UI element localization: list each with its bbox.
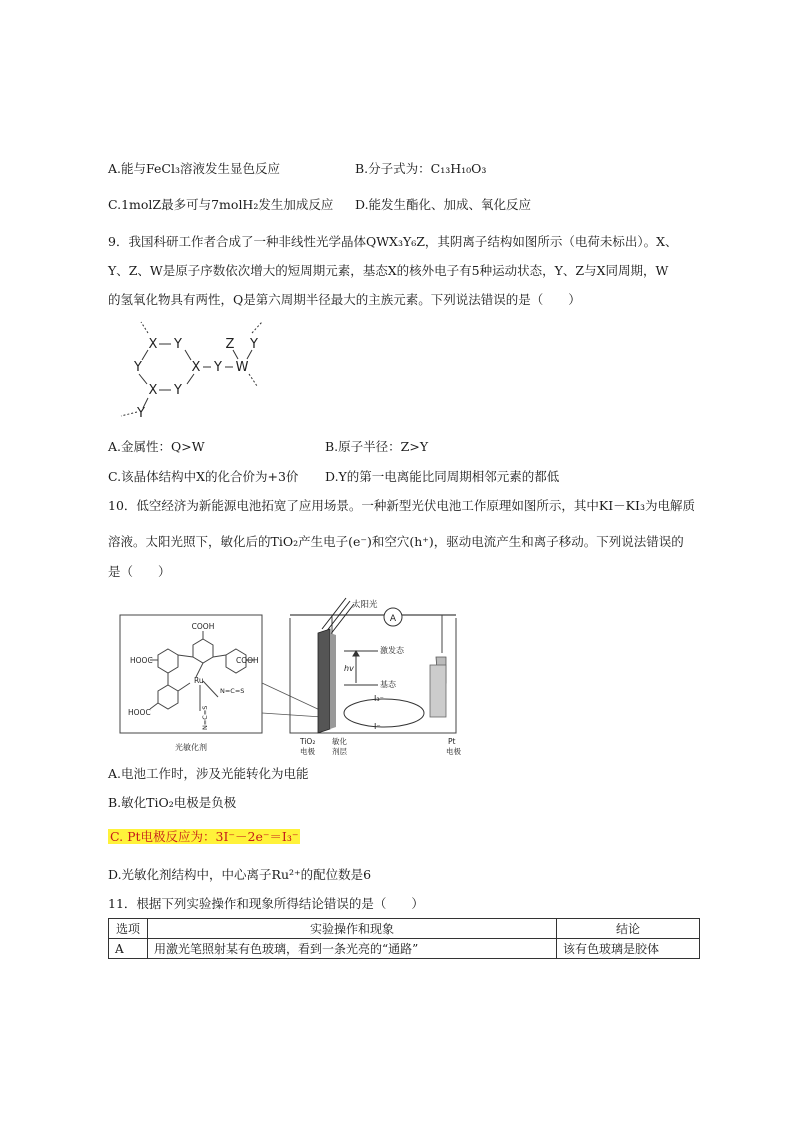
q8-option-b: B.分子式为：C₁₃H₁₀O₃ [355,161,487,176]
q10-option-c: C. Pt电极反应为：3I⁻－2e⁻＝I₃⁻ [110,829,299,844]
i3-label: I₃⁻ [374,694,384,703]
sensitized-label-2: 剂层 [332,747,347,756]
q10-option-d: D.光敏化剂结构中，中心离子Ru²⁺的配位数是6 [108,867,372,882]
ammeter-label: A [389,614,397,624]
q9-stem-line-2: Y、Z、W是原子序数依次增大的短周期元素，基态X的核外电子有5种运动状态，Y、Z与X同周期，W [108,263,669,278]
cooh-bottom-label: HOOC [128,708,151,717]
ground-state-label: 基态 [380,680,396,689]
atom-w: W [235,360,249,375]
cooh-left-label: HOOC [130,656,153,665]
q8-option-a: A.能与FeCl₃溶液发生显色反应 [108,161,280,176]
atom-y-3: Y [214,360,222,375]
q8-option-d: D.能发生酯化、加成、氧化反应 [355,197,532,212]
atom-z: Z [225,337,235,352]
q11-stem: 11．根据下列实验操作和现象所得结论错误的是（ ） [108,896,424,911]
q9-stem-line-3: 的氢氧化物具有两性，Q是第六周期半径最大的主族元素。下列说法错误的是（ ） [108,292,581,307]
sensitizer-caption: 光敏化剂 [175,743,207,752]
q9-option-d: D.Y的第一电离能比同周期相邻元素的都低 [325,469,560,484]
ru-label: Ru [194,676,204,685]
atom-y-6: Y [137,406,145,421]
tio2-label-1: TiO₂ [300,737,316,746]
q9-option-a: A.金属性：Q>W [108,439,205,454]
q10-option-b: B.敏化TiO₂电极是负极 [108,795,237,810]
cooh-top-label: COOH [191,622,215,631]
table-row [109,939,700,959]
row-a-conclusion: 该有色玻璃是胶体 [557,939,700,959]
q9-option-c: C.该晶体结构中X的化合价为+3价 [108,469,299,484]
ncs-label-2: N=C=S [201,705,209,730]
atom-x-1: X [148,337,158,352]
header-operation: 实验操作和现象 [148,919,557,939]
q10-option-a: A.电池工作时，涉及光能转化为电能 [108,766,309,781]
row-a-operation: 用激光笔照射某有色玻璃，看到一条光亮的“通路” [148,939,557,959]
q9-stem-line-1: 9．我国科研工作者合成了一种非线性光学晶体QWX₃Y₆Z，其阴离子结构如图所示（电荷未标出）。X、 [108,234,678,249]
q10-stem-line-3: 是（ ） [108,564,171,579]
sunlight-label: 太阳光 [352,600,378,610]
ion-cycle [344,699,424,727]
tio2-electrode [318,629,330,733]
atom-y-2: Y [134,360,142,375]
row-a-option: A [109,939,148,959]
pt-label-2: 电极 [446,747,461,756]
hv-label: hv [344,664,354,673]
atom-x-3: X [148,383,158,398]
atom-y-5: Y [174,383,182,398]
q10-stem-line-1: 10．低空经济为新能源电池拓宽了应用场景。一种新型光伏电池工作原理如图所示，其中KI－KI₃为电解质 [108,498,695,513]
q8-option-c: C.1molZ最多可与7molH₂发生加成反应 [108,197,334,212]
anion-structure-diagram [115,316,275,420]
q11-table [108,918,700,959]
solar-cell-diagram [108,593,468,763]
table-header-row [109,919,700,939]
excited-state-label: 激发态 [380,646,404,655]
header-conclusion: 结论 [557,919,700,939]
header-option: 选项 [109,919,148,939]
tio2-label-2: 电极 [300,747,315,756]
q9-option-b: B.原子半径：Z>Y [325,439,429,454]
q10-stem-line-2: 溶液。太阳光照下，敏化后的TiO₂产生电子(e⁻)和空穴(h⁺)，驱动电流产生和离子移动。下列说法错误的 [108,534,684,549]
pt-electrode [430,665,446,717]
atom-y-1: Y [174,337,182,352]
i-label: I⁻ [374,722,381,731]
pt-label-1: Pt [448,737,456,746]
atom-x-2: X [191,360,201,375]
sensitized-label-1: 敏化 [332,737,347,746]
ncs-label-1: N=C=S [220,687,245,695]
atom-y-4: Y [250,337,258,352]
cooh-right-label: COOH [236,656,259,665]
